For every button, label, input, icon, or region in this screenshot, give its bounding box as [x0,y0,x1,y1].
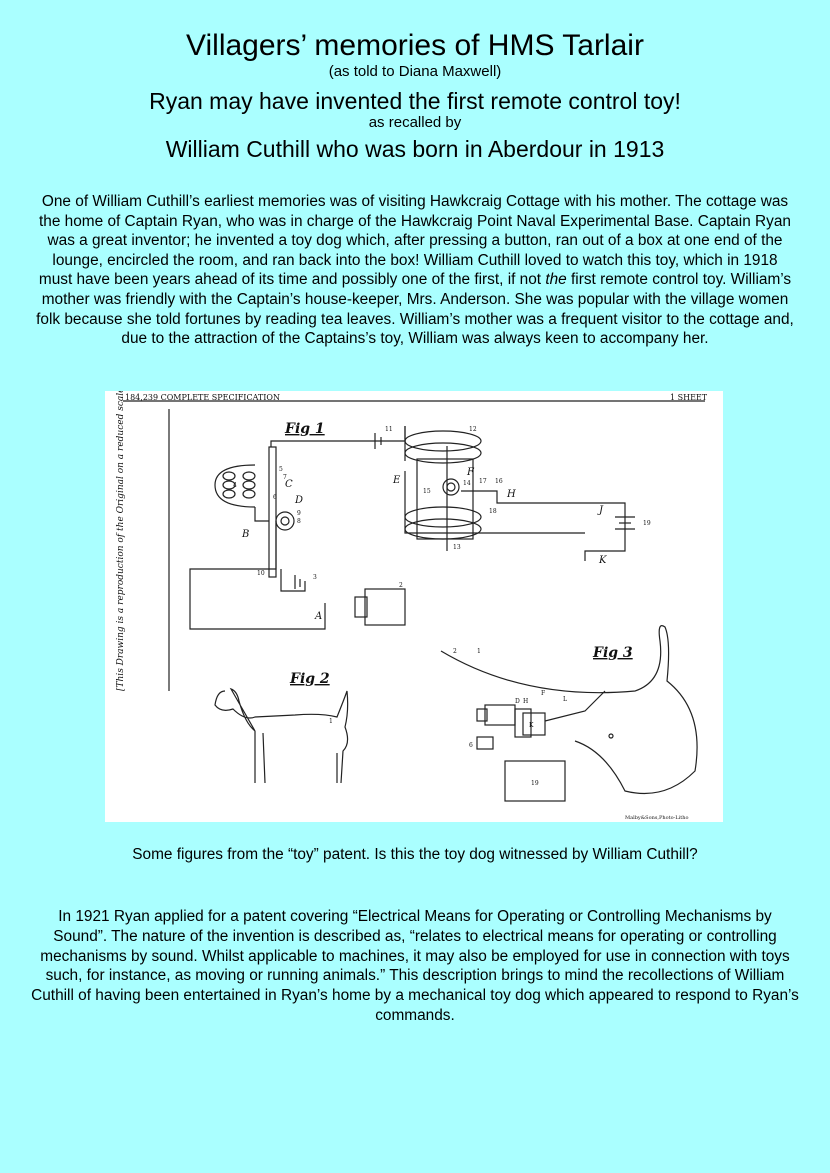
intro-paragraph [36,192,794,349]
side-note: [This Drawing is a reproduction of the Original on a reduced scale] [116,391,126,691]
told-to-line: (as told to Diana Maxwell) [328,63,502,80]
label-3: 3 [313,574,317,581]
figure-caption: Some figures from the “toy” patent. Is this the toy dog witnessed by William Cuthill? [132,846,698,863]
label-k: K [599,555,607,566]
dog-outline-fig2 [215,689,348,783]
label-f: F [467,467,474,478]
fig3-box-k [523,713,545,735]
label-j: J [599,505,604,516]
wire-3 [281,569,305,591]
label-b: B [242,529,250,540]
fig3-label-6: 6 [469,742,473,749]
fig3-box-6 [477,737,493,749]
intro-emphasis: the [545,271,567,289]
coil-13-b [405,519,481,539]
label-19: 19 [643,520,651,527]
label-a: A [315,611,323,622]
fig3-label-d: D [515,698,520,705]
fig1-label: Fig 1 [285,421,325,437]
label-10: 10 [257,570,265,577]
headline: Ryan may have invented the first remote control toy! [149,88,681,114]
label-e: E [393,475,401,486]
byline: William Cuthill who was born in Aberdour in 1913 [165,136,665,162]
fig3-label-h: H [523,698,529,705]
label-15: 15 [423,488,431,495]
fig3-label-19: 19 [531,780,539,787]
spiral-d [276,512,294,530]
recalled-by-line: as recalled by [368,114,462,131]
body-paragraph: In 1921 Ryan applied for a patent covering “Electrical Means for Operating or Controlling Mechanisms by Sound”. The nature of the invention is described as, “relates to electrical means for operating or controlling mechanisms by sound. Whilst applicable to machines, it may also be employed for use in connection with toys such, for instance, as moving or running animals.” This description brings to mind the recollections of William Cuthill of having been entertained in Ryan’s home by a mechanical toy dog which appeared to respond to Ryan’s commands. [31,908,799,1024]
label-16: 16 [495,478,503,485]
label-12: 12 [469,426,477,433]
fig3-label-2: 2 [453,648,457,655]
fig3-label-l: L [563,696,567,703]
label-c: C [285,479,293,490]
label-6: 6 [273,494,277,501]
label-11: 11 [385,426,393,433]
label-8: 8 [297,518,301,525]
label-h: H [507,489,516,500]
fig3-label: Fig 3 [593,645,633,661]
label-13: 13 [453,544,461,551]
label-1: 1 [329,718,333,725]
coil-12-b [405,443,481,463]
label-17: 17 [479,478,487,485]
rod [269,447,276,577]
intro-text-part2: first remote control toy. William’s mother was friendly with the Captain’s house-keeper, Mrs. Anderson. She was popular with the village women folk because she told fortunes by reading tea leaves. William’s mother was a frequent visitor to the cottage and, due to the attraction of the Captains’s toy, William was always keen to accompany her. [36,271,794,348]
label-18: 18 [489,508,497,515]
lever-l [545,691,605,721]
label-d: D [295,495,304,506]
header-right: 1 SHEET [670,393,708,402]
label-7: 7 [283,474,287,481]
fig3-label-k: K [529,722,534,729]
intro-text-part1: One of William Cuthill’s earliest memories was of visiting Hawkcraig Cottage with his mother. The cottage was the home of Captain Ryan, who was in charge of the Hawkcraig Point Naval Experimental Base. Captain Ryan was a great inventor; he invented a toy dog which, after pressing a button, ran out of a box at one end of the lounge, encircled the room, and ran back into the box! William Cuthill loved to watch this toy, which in 1918 must have been years ahead of its time and possibly one of the first, if not [38,193,791,289]
label-2: 2 [399,582,403,589]
coil-12-a [405,431,481,451]
printer-credit: Malby&Sons,Photo-Litho [625,815,689,821]
box-2 [365,589,405,625]
patent-drawing [105,391,723,822]
page-title: Villagers’ memories of HMS Tarlair [186,29,644,62]
fig3-box-2 [485,705,515,725]
patent-drawing-svg [105,391,723,822]
label-14: 14 [463,480,471,487]
coil-13-a [405,507,481,527]
fig3-label-1: 1 [477,648,481,655]
fig2-label: Fig 2 [290,671,330,687]
spiral-15 [443,479,459,495]
header-left: 184,239 COMPLETE SPECIFICATION [125,393,280,402]
label-4: 4 [233,482,237,489]
fig3-label-f: F [541,690,546,697]
label-9: 9 [297,510,301,517]
label-5: 5 [279,466,283,473]
